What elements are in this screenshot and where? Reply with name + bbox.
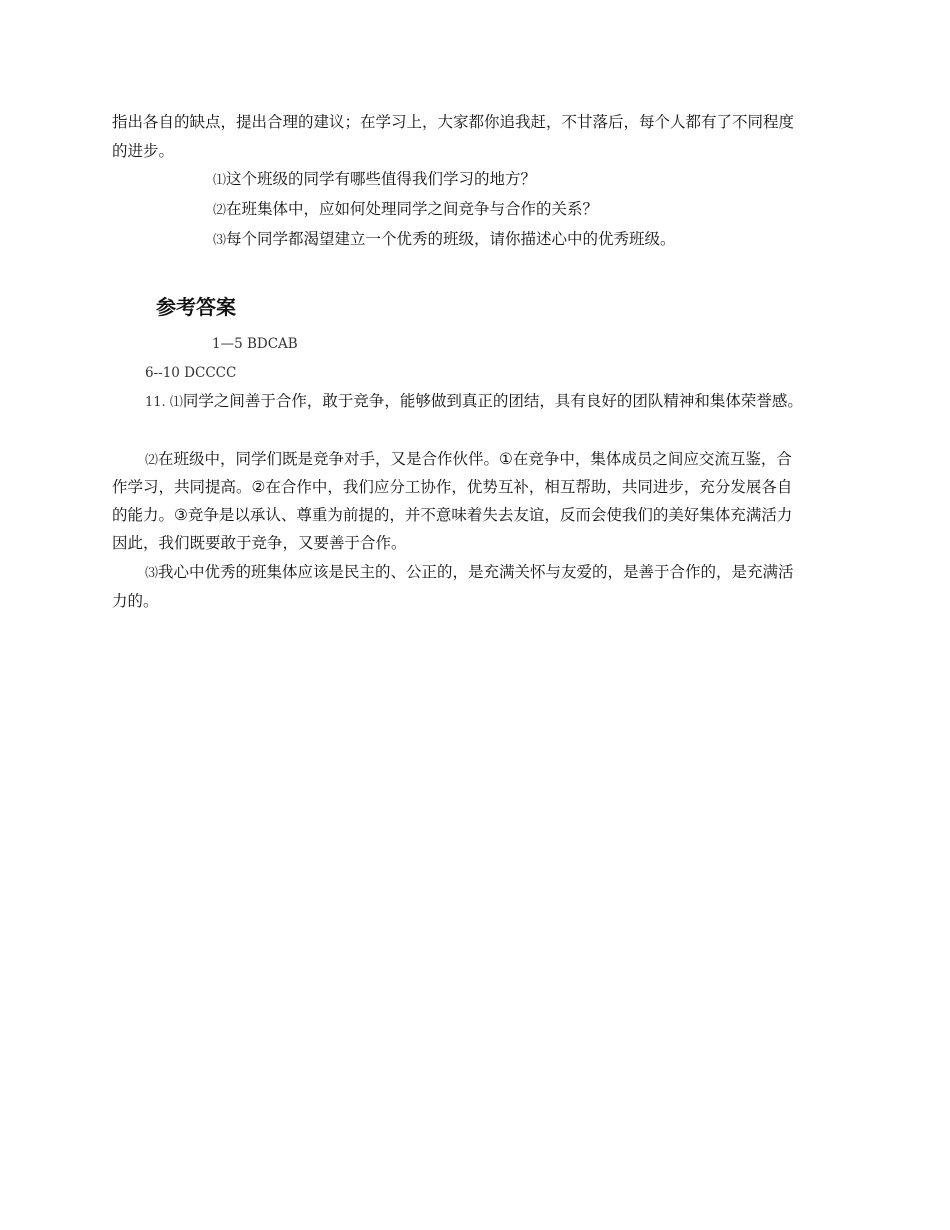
- answers-mc-6-10: 6--10 DCCCC: [145, 365, 237, 381]
- question-1: [213, 165, 950, 195]
- answer-2-number: ⑵: [145, 453, 159, 468]
- answer-2-line-4: 因此，我们既要敢于竞争，又要善于合作。: [112, 534, 407, 552]
- question-2-number: ⑵: [213, 203, 227, 218]
- question-1-text: 这个班级的同学有哪些值得我们学习的地方？: [226, 170, 537, 188]
- intro-line-1: 指出各自的缺点，提出合理的建议；在学习上，大家都你追我赶，不甘落后，每个人都有了不同程度: [112, 113, 795, 131]
- answer-3-line-1: [145, 558, 885, 588]
- question-3-number: ⑶: [213, 233, 227, 248]
- question-2-text: 在班集体中，应如何处理同学之间竞争与合作的关系？: [226, 200, 599, 218]
- answer-2-line-3: 的能力。③竞争是以承认、尊重为前提的，并不意味着失去友谊，反而会使我们的美好集体充满活力: [112, 506, 793, 524]
- answer-11-part-1: [145, 387, 885, 417]
- answer-3-line-2: 力的。: [112, 592, 159, 610]
- answer-2-line-2: 作学习，共同提高。②在合作中，我们应分工协作，优势互补，相互帮助，共同进步，充分发展各自: [112, 478, 793, 496]
- question-3-text: 每个同学都渴望建立一个优秀的班级，请你描述心中的优秀班级。: [226, 230, 676, 248]
- answer-2-line-1: [145, 445, 885, 475]
- answer-3-line-1-text: 我心中优秀的班集体应该是民主的、公正的，是充满关怀与友爱的，是善于合作的，是充满活: [158, 563, 794, 581]
- question-3: [213, 225, 950, 255]
- answer-3-number: ⑶: [145, 566, 159, 581]
- answers-mc-1-5: 1—5 BDCAB: [212, 336, 298, 352]
- answer-11-text: 同学之间善于合作，敢于竞争，能够做到真正的团结，具有良好的团队精神和集体荣誉感。: [182, 392, 803, 410]
- answer-2-line-1-text: 在班级中，同学们既是竞争对手，又是合作伙伴。①在竞争中，集体成员之间应交流互鉴，合: [158, 450, 792, 468]
- answer-11-number: ⑴: [169, 395, 183, 410]
- intro-line-2: 的进步。: [112, 142, 175, 160]
- answer-11-prefix: 11.: [145, 395, 170, 410]
- answers-heading: 参考答案: [156, 295, 236, 319]
- question-1-number: ⑴: [213, 173, 227, 188]
- question-2: [213, 195, 950, 225]
